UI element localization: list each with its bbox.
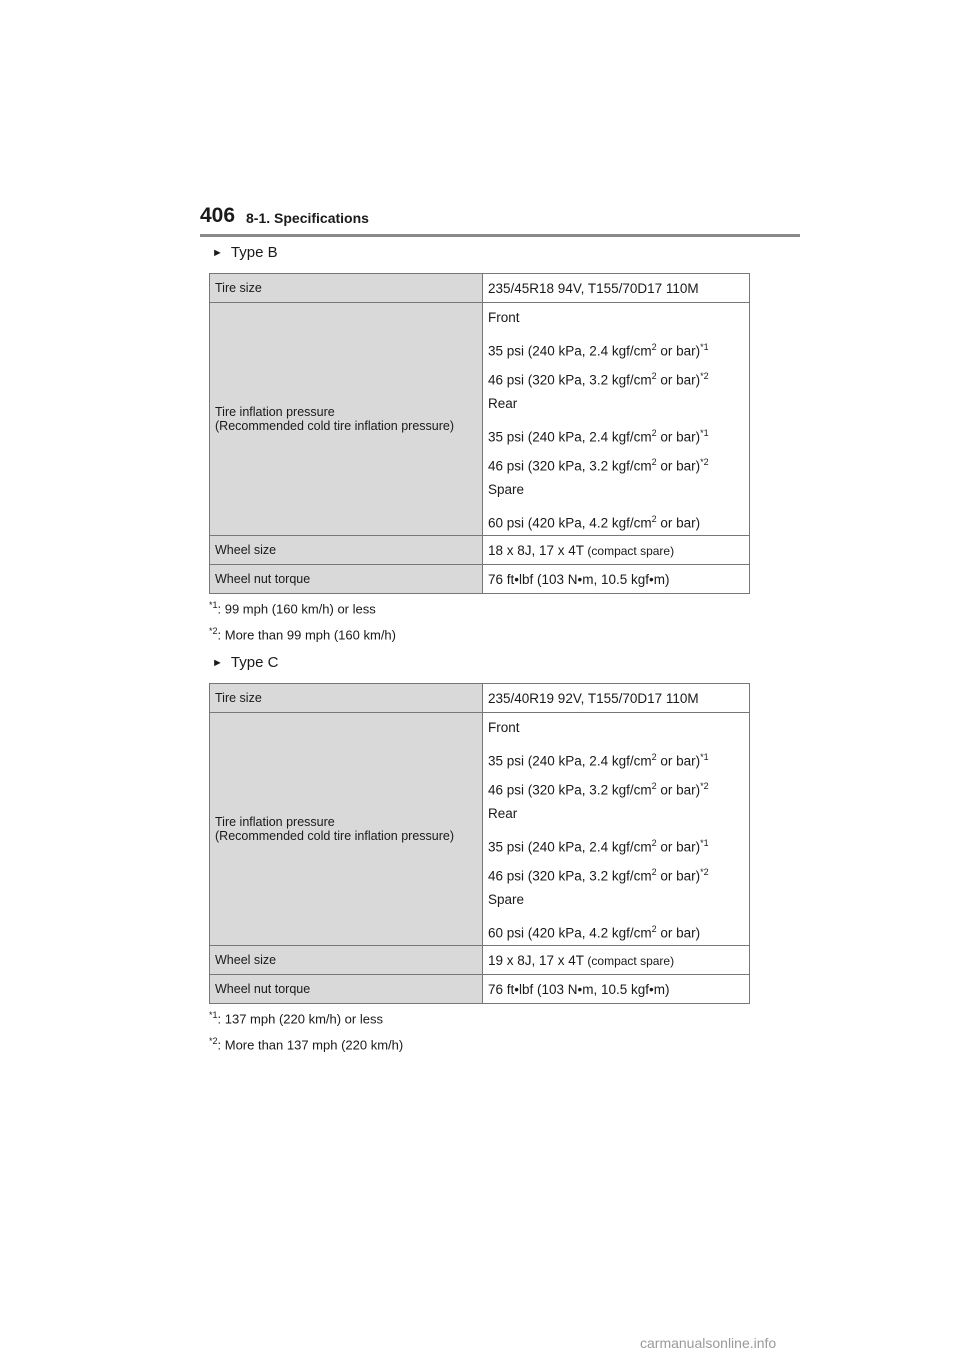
page-header: [200, 204, 800, 238]
spare-label: Spare: [488, 892, 525, 908]
pressure-label: Tire inflation pressure (Recommended cold tire inflation pressure): [210, 713, 483, 946]
table-row: [210, 536, 750, 565]
header-rule: [200, 234, 800, 237]
front-pressure-2: 46 psi (320 kPa, 3.2 kgf/$cm^2$ or bar)$^{*2}$: [488, 780, 709, 798]
tire-size-label: Tire size: [210, 274, 483, 303]
rear-pressure-1: 35 psi (240 kPa, 2.4 kgf/$cm^2$ or bar)$^{*1}$: [488, 428, 709, 445]
spare-pressure: 60 psi (420 kPa, 4.2 kgf/$cm^2$ or bar): [488, 924, 701, 941]
rear-pressure-1: 35 psi (240 kPa, 2.4 kgf/$cm^2$ or bar)$^{*1}$: [488, 838, 709, 855]
rear-label: Rear: [488, 806, 518, 822]
type-b-heading: ► Type B: [212, 244, 278, 261]
type-b-footnote-1: $^{*1}$: 99 mph (160 km/h) or less: [209, 600, 376, 617]
wheel-size-label: Wheel size: [210, 946, 483, 975]
type-c-footnote-2: $^{*2}$: More than 137 mph (220 km/h): [209, 1036, 404, 1053]
type-c-spec-table: [209, 683, 750, 1004]
table-row: [210, 274, 750, 303]
front-pressure-2: 46 psi (320 kPa, 3.2 kgf/$cm^2$ or bar)$^{*2}$: [488, 370, 709, 388]
rear-pressure-2: 46 psi (320 kPa, 3.2 kgf/$cm^2$ or bar)$^{*2}$: [488, 456, 709, 474]
type-c-heading: ► Type C: [212, 654, 279, 671]
tire-size-value: 235/45R18 94V, T155/70D17 110M: [483, 274, 750, 303]
section-title: 8-1. Specifications: [246, 210, 369, 226]
type-c-footnote-1: $^{*1}$: 137 mph (220 km/h) or less: [209, 1010, 383, 1027]
front-pressure-1: 35 psi (240 kPa, 2.4 kgf/$cm^2$ or bar)$^{*1}$: [488, 341, 709, 359]
tire-size-label: Tire size: [210, 684, 483, 713]
triangle-bullet-icon: ►: [212, 247, 223, 259]
triangle-bullet-icon: ►: [212, 657, 223, 669]
wheel-size-value: 18 x 8J, 17 x 4T (compact spare): [483, 536, 750, 565]
rear-label: Rear: [488, 396, 518, 412]
pressure-values: [483, 713, 750, 946]
pressure-values: [483, 303, 750, 536]
spare-label: Spare: [488, 482, 525, 498]
watermark: carmanualsonline.info: [640, 1335, 777, 1351]
wheel-size-value: 19 x 8J, 17 x 4T (compact spare): [483, 946, 750, 975]
table-row: [210, 565, 750, 594]
torque-value: 76 ft•lbf (103 N•m, 10.5 kgf•m): [483, 565, 750, 594]
table-row: [210, 303, 750, 536]
pressure-label: Tire inflation pressure (Recommended cold tire inflation pressure): [210, 303, 483, 536]
type-b-spec-table: [209, 273, 750, 594]
type-b-footnote-2: $^{*2}$: More than 99 mph (160 km/h): [209, 626, 396, 643]
table-row: [210, 946, 750, 975]
tire-size-value: 235/40R19 92V, T155/70D17 110M: [483, 684, 750, 713]
front-label: Front: [488, 720, 520, 736]
table-row: [210, 713, 750, 946]
front-pressure-1: 35 psi (240 kPa, 2.4 kgf/$cm^2$ or bar)$^{*1}$: [488, 751, 709, 769]
torque-value: 76 ft•lbf (103 N•m, 10.5 kgf•m): [483, 975, 750, 1004]
page-number: 406: [200, 204, 236, 227]
spare-pressure: 60 psi (420 kPa, 4.2 kgf/$cm^2$ or bar): [488, 514, 701, 531]
front-label: Front: [488, 310, 520, 326]
wheel-size-label: Wheel size: [210, 536, 483, 565]
torque-label: Wheel nut torque: [210, 975, 483, 1004]
rear-pressure-2: 46 psi (320 kPa, 3.2 kgf/$cm^2$ or bar)$^{*2}$: [488, 866, 709, 884]
torque-label: Wheel nut torque: [210, 565, 483, 594]
table-row: [210, 975, 750, 1004]
table-row: [210, 684, 750, 713]
